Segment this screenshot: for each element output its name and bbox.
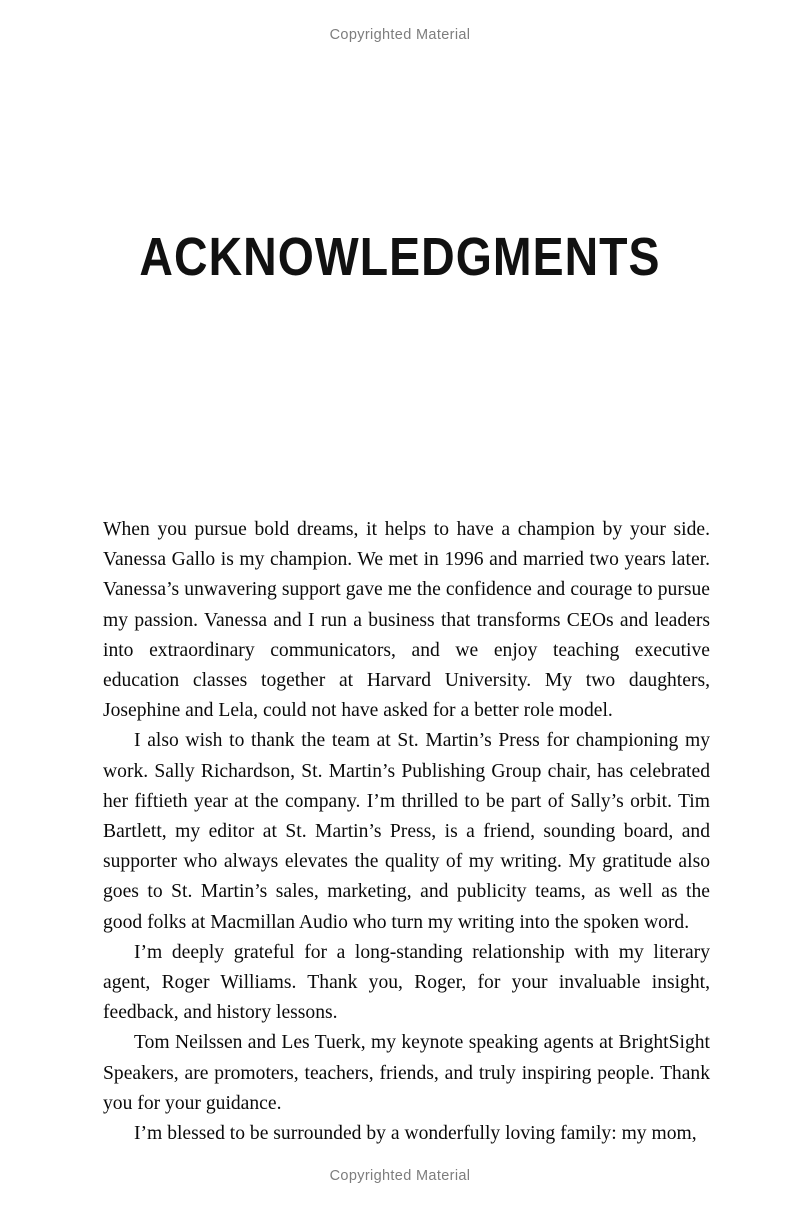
chapter-title: ACKNOWLEDGMENTS (139, 227, 661, 288)
running-foot-copyright-notice: Copyrighted Material (329, 1168, 471, 1184)
running-head-copyright-notice: Copyrighted Material (329, 27, 471, 43)
paragraph: I’m deeply grateful for a long-standing relationship with my literary agent, Roger Williams. Thank you, Roger, for your invaluable insight, feedback, and history lessons. (103, 941, 710, 1024)
paragraph: Tom Neilssen and Les Tuerk, my keynote speaking agents at BrightSight Speakers, are promoters, teachers, friends, and truly inspiring people. Thank you for your guidance. (103, 1032, 710, 1114)
paragraph: I’m blessed to be surrounded by a wonderfully loving family: my mom, (134, 1123, 697, 1145)
paragraph: I also wish to thank the team at St. Martin’s Press for championing my work. Sally Richardson, St. Martin’s Publishing Group chair, has celebrated her fiftieth year at the company. I’m thrilled to be part of Sally’s orbit. Tim Bartlett, my editor at St. Martin’s Press, is a friend, sounding board, and supporter who always elevates the quality of my writing. My gratitude also goes to St. Martin’s sales, marketing, and publicity teams, as well as the good folks at Macmillan Audio who turn my writing into the spoken word. (103, 730, 710, 933)
paragraph: When you pursue bold dreams, it helps to have a champion by your side. Vanessa Gallo is my champion. We met in 1996 and married two years later. Vanessa’s unwavering support gave me the confidence and courage to pursue my passion. Vanessa and I run a business that transforms CEOs and leaders into extraordinary communicators, and we enjoy teaching executive education classes together at Harvard University. My two daughters, Josephine and Lela, could not have asked for a better role model. (103, 519, 710, 722)
body-text-block (103, 515, 710, 1149)
